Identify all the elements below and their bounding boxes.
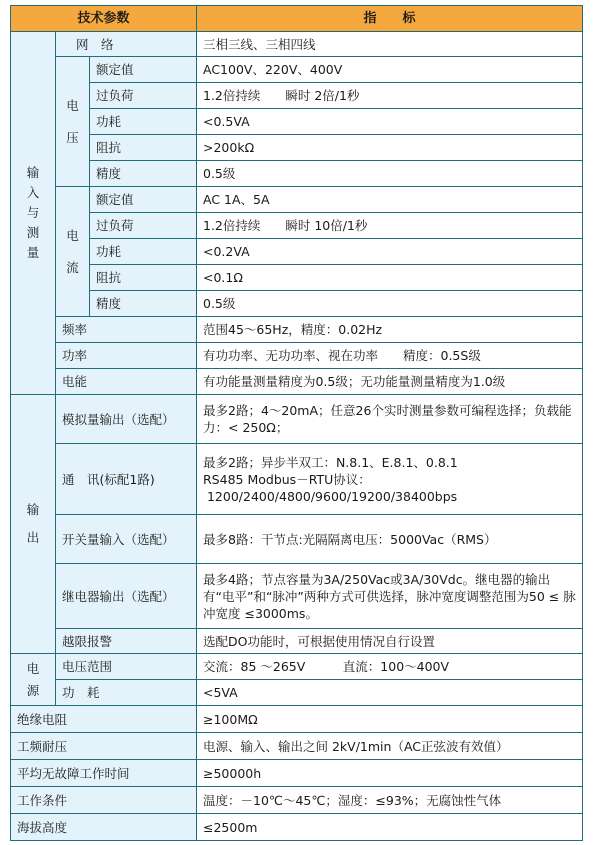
comm-line-2: RS485 Modbus－RTU协议： <box>203 471 371 487</box>
current-power-label: 功耗 <box>90 239 197 265</box>
table-row <box>11 680 583 706</box>
header-param: 技术参数 <box>11 6 197 32</box>
switch-input-value: 最多8路：干节点:光隔隔离电压：5000Vac（RMS） <box>197 515 583 564</box>
current-group-label: 电 流 <box>56 187 90 317</box>
table-row <box>11 109 583 135</box>
current-accuracy-value: 0.5级 <box>197 291 583 317</box>
header-row <box>11 6 583 32</box>
table-row <box>11 161 583 187</box>
table-row <box>11 187 583 213</box>
altitude-value: ≤2500m <box>197 814 583 841</box>
frequency-label: 频率 <box>56 317 197 343</box>
current-power-value: <0.2VA <box>197 239 583 265</box>
energy-value: 有功能量测量精度为0.5级；无功能量测量精度为1.0级 <box>197 369 583 395</box>
frequency-value: 范围45～65Hz，精度：0.02Hz <box>197 317 583 343</box>
table-row <box>11 814 583 841</box>
table-row <box>11 787 583 814</box>
voltage-impedance-label: 阻抗 <box>90 135 197 161</box>
switch-input-label: 开关量输入（选配） <box>56 515 197 564</box>
table-row <box>11 343 583 369</box>
relay-output-label: 继电器输出（选配） <box>56 564 197 629</box>
table-row <box>11 369 583 395</box>
table-row <box>11 317 583 343</box>
input-group-label: 输 入 与 测 量 <box>11 32 56 395</box>
table-row <box>11 564 583 629</box>
table-row <box>11 135 583 161</box>
table-row <box>11 515 583 564</box>
current-overload-value: 1.2倍持续 瞬时 10倍/1秒 <box>197 213 583 239</box>
voltage-accuracy-value: 0.5级 <box>197 161 583 187</box>
table-row <box>11 733 583 760</box>
comm-line-3: 1200/2400/4800/9600/19200/38400bps <box>203 488 458 504</box>
comm-line-1: 最多2路；异步半双工：N.8.1、E.8.1、0.8.1 <box>203 454 458 470</box>
current-rated-label: 额定值 <box>90 187 197 213</box>
table-row <box>11 83 583 109</box>
withstand-voltage-value: 电源、输入、输出之间 2kV/1min（AC正弦波有效值） <box>197 733 583 760</box>
voltage-accuracy-label: 精度 <box>90 161 197 187</box>
relay-output-value: 最多4路；节点容量为3A/250Vac或3A/30Vdc。继电器的输出有“电平”和“脉冲”两种方式可供选择，脉冲宽度调整范围为50 ≤ 脉冲宽度 ≤3000ms。 <box>197 564 583 629</box>
current-impedance-label: 阻抗 <box>90 265 197 291</box>
analog-output-label: 模拟量输出（选配） <box>56 395 197 444</box>
altitude-label: 海拔高度 <box>11 814 197 841</box>
spec-page <box>10 5 582 841</box>
voltage-overload-label: 过负荷 <box>90 83 197 109</box>
table-row <box>11 760 583 787</box>
current-impedance-value: <0.1Ω <box>197 265 583 291</box>
network-label: 网 络 <box>56 32 197 57</box>
working-conditions-label: 工作条件 <box>11 787 197 814</box>
voltage-overload-value: 1.2倍持续 瞬时 2倍/1秒 <box>197 83 583 109</box>
network-value: 三相三线、三相四线 <box>197 32 583 57</box>
output-group-label: 输 出 <box>11 395 56 654</box>
table-row <box>11 444 583 515</box>
voltage-range-value: 交流：85 ～265V 直流：100～400V <box>197 654 583 680</box>
power-supply-group-label: 电 源 <box>11 654 56 706</box>
power-value: 有功功率、无功功率、视在功率 精度：0.5S级 <box>197 343 583 369</box>
working-conditions-value: 温度：－10℃～45℃；湿度：≤93%；无腐蚀性气体 <box>197 787 583 814</box>
withstand-voltage-label: 工频耐压 <box>11 733 197 760</box>
table-row <box>11 706 583 733</box>
table-row <box>11 629 583 654</box>
alarm-value: 选配DO功能时，可根据使用情况自行设置 <box>197 629 583 654</box>
voltage-power-label: 功耗 <box>90 109 197 135</box>
table-row <box>11 654 583 680</box>
alarm-label: 越限报警 <box>56 629 197 654</box>
voltage-power-value: <0.5VA <box>197 109 583 135</box>
table-row <box>11 291 583 317</box>
insulation-label: 绝缘电阻 <box>11 706 197 733</box>
current-overload-label: 过负荷 <box>90 213 197 239</box>
table-row <box>11 265 583 291</box>
table-row <box>11 395 583 444</box>
voltage-rated-value: AC100V、220V、400V <box>197 57 583 83</box>
voltage-range-label: 电压范围 <box>56 654 197 680</box>
table-row <box>11 213 583 239</box>
power-label: 功率 <box>56 343 197 369</box>
table-row <box>11 57 583 83</box>
header-indicator: 指 标 <box>197 6 583 32</box>
insulation-value: ≥100MΩ <box>197 706 583 733</box>
voltage-group-label: 电 压 <box>56 57 90 187</box>
consumption-label: 功 耗 <box>56 680 197 706</box>
table-row <box>11 239 583 265</box>
voltage-impedance-value: >200kΩ <box>197 135 583 161</box>
analog-output-value: 最多2路；4～20mA；任意26个实时测量参数可编程选择；负载能力：< 250Ω； <box>197 395 583 444</box>
comm-label: 通 讯(标配1路) <box>56 444 197 515</box>
mtbf-label: 平均无故障工作时间 <box>11 760 197 787</box>
mtbf-value: ≥50000h <box>197 760 583 787</box>
voltage-rated-label: 额定值 <box>90 57 197 83</box>
energy-label: 电能 <box>56 369 197 395</box>
current-rated-value: AC 1A、5A <box>197 187 583 213</box>
spec-table <box>10 5 583 841</box>
current-accuracy-label: 精度 <box>90 291 197 317</box>
comm-value <box>197 444 583 515</box>
table-row <box>11 32 583 57</box>
consumption-value: <5VA <box>197 680 583 706</box>
